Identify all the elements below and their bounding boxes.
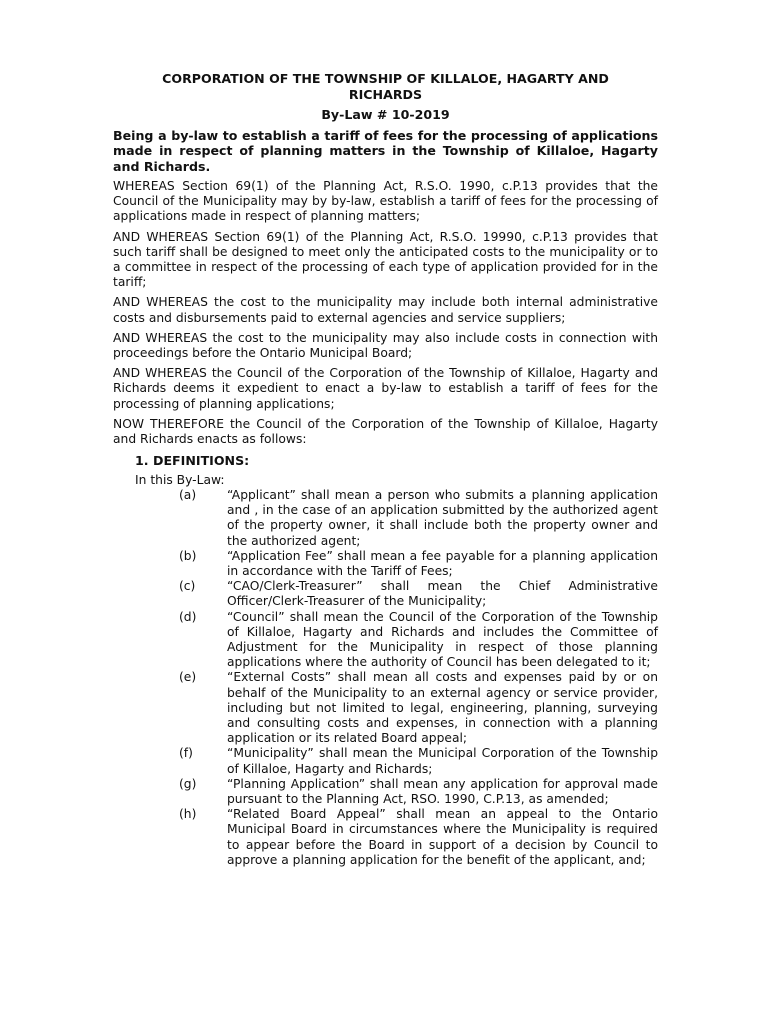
bylaw-number: By-Law # 10-2019 (321, 107, 450, 122)
definition-label: (c) (179, 579, 196, 594)
definition-text: “Council” shall mean the Council of the Corporation of the Township of Killaloe, Hagarty and Richards and includes the Committee of Adjustment for the Municipality in respect of those planning applications where the authority of Council has been delegated to it; (227, 609, 658, 670)
recitals (113, 179, 658, 447)
section-number: 1. (135, 453, 149, 469)
definition-text: “Planning Application” shall mean any application for approval made pursuant to the Planning Act, RSO. 1990, C.P.13, as amended; (227, 776, 658, 807)
definition-label: (e) (179, 670, 197, 685)
definition-item (113, 579, 658, 609)
document-title: CORPORATION OF THE TOWNSHIP OF KILLALOE, HAGARTY AND RICHARDS (162, 71, 609, 102)
enacting-clause: NOW THEREFORE the Council of the Corporation of the Township of Killaloe, Hagarty and Richards enacts as follows: (113, 416, 658, 447)
definition-label: (g) (179, 776, 197, 791)
definition-item (113, 488, 658, 549)
recital-1: WHEREAS Section 69(1) of the Planning Act, R.S.O. 1990, c.P.13 provides that the Council of the Municipality may by by-law, establish a tariff of fees for the processing of applications made in respect of planning matters; (113, 179, 658, 224)
recital-2: AND WHEREAS Section 69(1) of the Planning Act, R.S.O. 19990, c.P.13 provides that such tariff shall be designed to meet only the anticipated costs to the municipality or to a committee in respect of the processing of each type of application provided for in the tariff; (113, 229, 658, 290)
definition-text: “External Costs” shall mean all costs and expenses paid by or on behalf of the Municipality to an external agency or service provider, including but not limited to legal, engineering, planning, surveying and consulting costs and expenses, in connection with a planning application or its related Board appeal; (227, 670, 658, 746)
definition-item (113, 777, 658, 807)
definition-text: “Municipality” shall mean the Municipal Corporation of the Township of Killaloe, Hagarty and Richards; (227, 746, 658, 776)
definition-item (113, 610, 658, 671)
definition-label: (d) (179, 609, 197, 624)
definition-label: (f) (179, 746, 193, 761)
definition-item (113, 746, 658, 776)
definitions-list (113, 488, 658, 868)
definition-item (113, 549, 658, 579)
definition-label: (h) (179, 807, 197, 822)
definition-text: “CAO/Clerk-Treasurer” shall mean the Chief Administrative Officer/Clerk-Treasurer of the Municipality; (227, 579, 658, 609)
preamble: Being a by-law to establish a tariff of fees for the processing of applications made in respect of planning matters in the Township of Killaloe, Hagarty and Richards. (113, 127, 658, 174)
definition-text: “Related Board Appeal” shall mean an appeal to the Ontario Municipal Board in circumstances where the Municipality is required to appear before the Board in support of a decision by Council to approve a planning application for the benefit of the applicant, and; (227, 807, 658, 867)
recital-5: AND WHEREAS the Council of the Corporation of the Township of Killaloe, Hagarty and Richards deems it expedient to enact a by-law to establish a tariff of fees for the processing of planning applications; (113, 366, 658, 411)
section-heading (113, 453, 658, 469)
recital-4: AND WHEREAS the cost to the municipality may also include costs in connection with proceedings before the Ontario Municipal Board; (113, 330, 658, 361)
definition-text: “Application Fee” shall mean a fee payable for a planning application in accordance with the Tariff of Fees; (227, 548, 658, 578)
section-title: DEFINITIONS: (153, 453, 250, 469)
definition-label: (b) (179, 548, 197, 563)
definition-item (113, 670, 658, 746)
recital-3: AND WHEREAS the cost to the municipality may include both internal administrative costs and disbursements paid to external agencies and service suppliers; (113, 295, 658, 325)
definition-text: “Applicant” shall mean a person who submits a planning application and , in the case of an application submitted by the authorized agent of the property owner, it shall include both the property owner and the authorized agent; (227, 487, 658, 548)
section-intro: In this By-Law: (135, 472, 225, 487)
definition-item (113, 807, 658, 868)
definition-label: (a) (179, 487, 197, 502)
